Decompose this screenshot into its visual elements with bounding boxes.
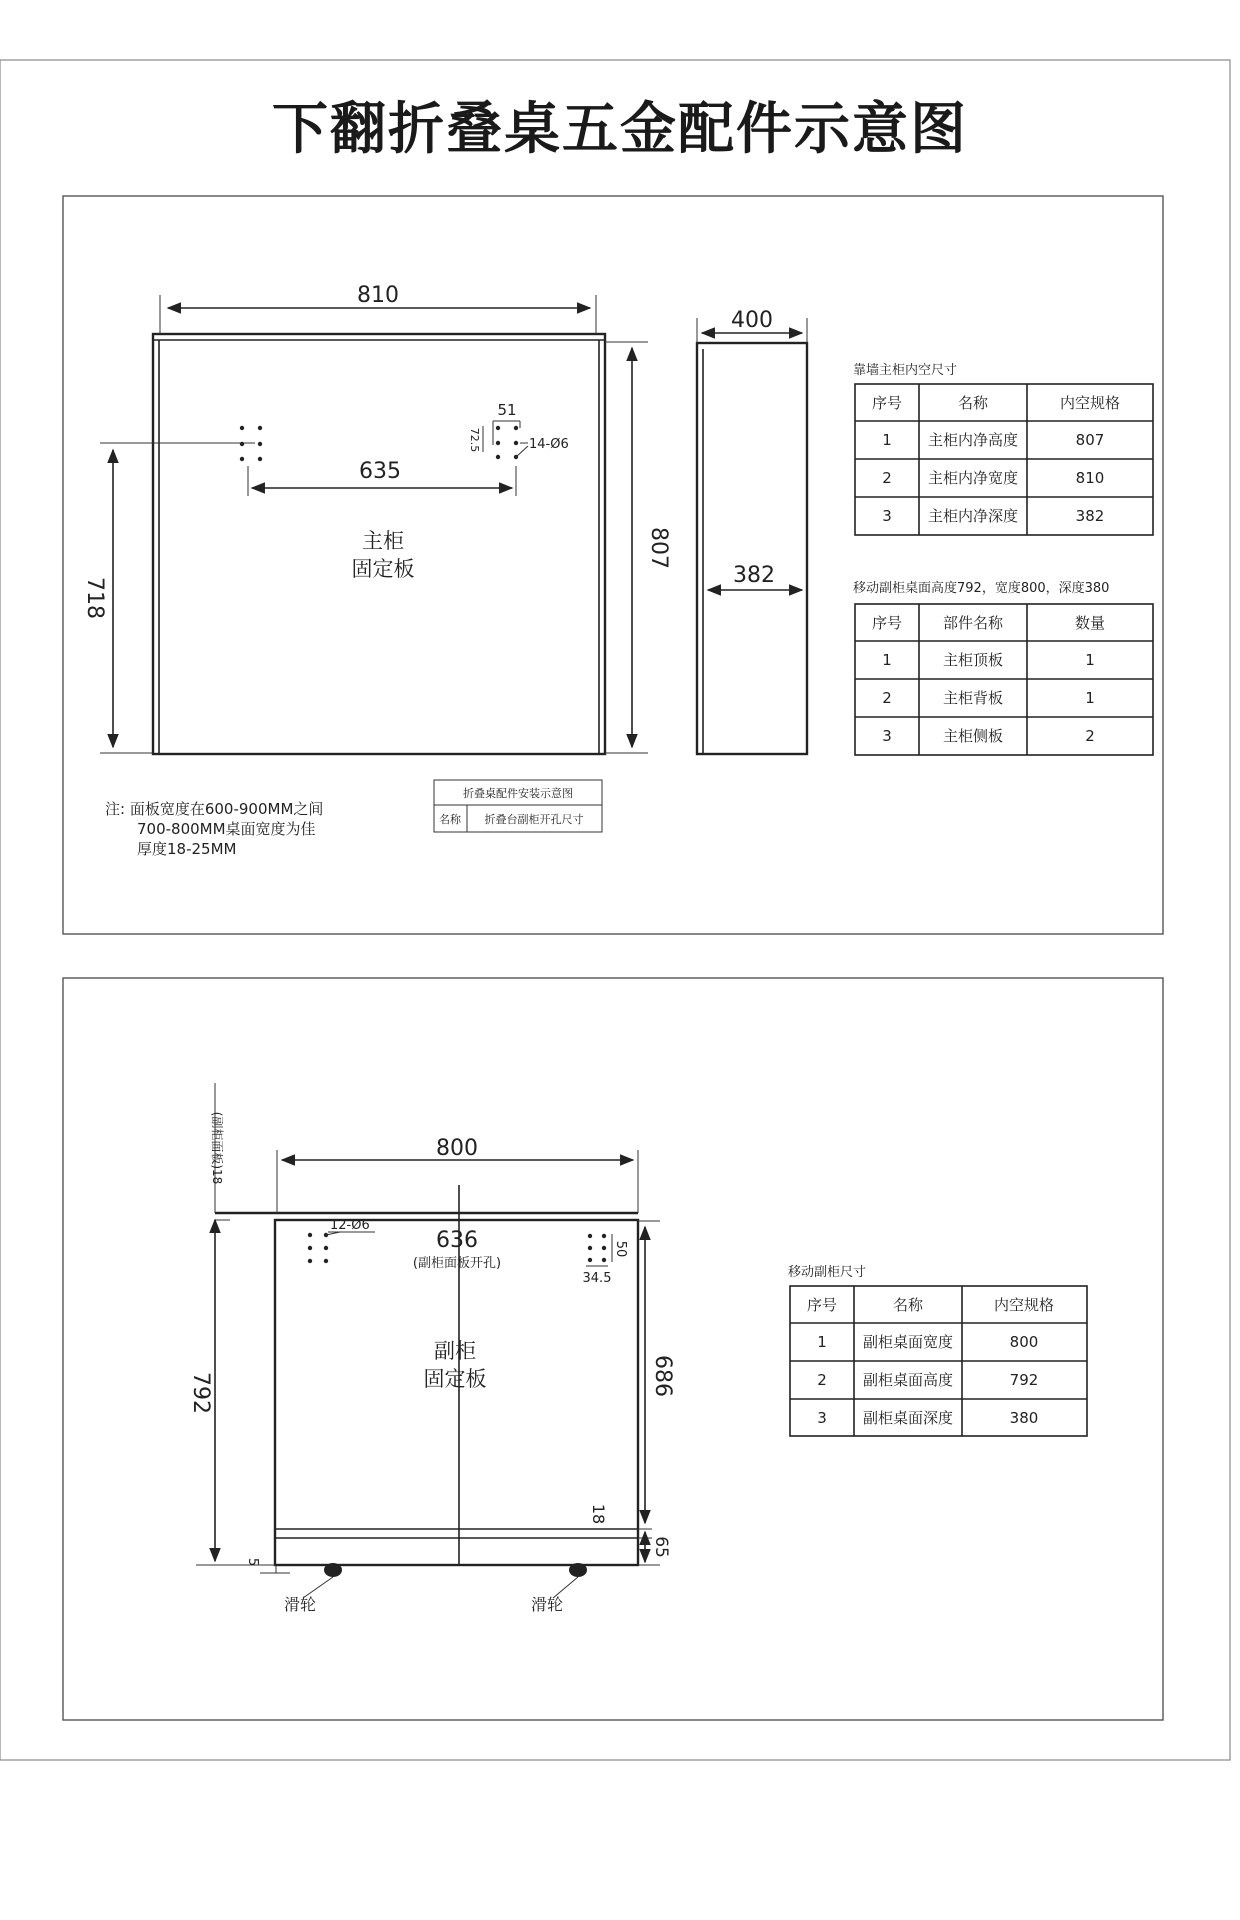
hole-group-right bbox=[496, 426, 518, 459]
table2-cell: 主柜侧板 bbox=[942, 727, 1004, 745]
table2-cell: 3 bbox=[882, 727, 892, 745]
table1-cell: 382 bbox=[1075, 507, 1105, 525]
table2-header: 序号 bbox=[871, 614, 903, 632]
table1-cell: 主柜内净深度 bbox=[927, 507, 1019, 525]
note-line-3: 厚度18-25MM bbox=[137, 840, 237, 858]
dim-800: 800 bbox=[436, 1136, 478, 1161]
main-panel-label-1: 主柜 bbox=[362, 529, 404, 553]
table1-cell: 810 bbox=[1075, 469, 1105, 487]
dim-65: 65 bbox=[651, 1536, 671, 1558]
table3-cell: 1 bbox=[817, 1333, 827, 1351]
table3-header: 名称 bbox=[892, 1296, 924, 1314]
dim-636-note: (副柜面板开孔) bbox=[412, 1256, 502, 1271]
table3-cell: 副柜桌面高度 bbox=[862, 1371, 954, 1389]
info-box-title: 折叠桌配件安装示意图 bbox=[463, 787, 573, 800]
table3-cell: 副柜桌面深度 bbox=[862, 1409, 954, 1427]
hole-spec-14: 14-Ø6 bbox=[529, 437, 569, 452]
sub-hole-group-left bbox=[308, 1233, 328, 1263]
dim-635: 635 bbox=[359, 459, 401, 484]
sub-hole-spec: 12-Ø6 bbox=[330, 1218, 370, 1233]
table2-cell: 1 bbox=[882, 651, 892, 669]
table2-header: 部件名称 bbox=[942, 614, 1004, 632]
table2-cell: 2 bbox=[882, 689, 892, 707]
table1-cell: 2 bbox=[882, 469, 892, 487]
table3-header: 序号 bbox=[806, 1296, 838, 1314]
table3-cell: 2 bbox=[817, 1371, 827, 1389]
table1-header: 内空规格 bbox=[1059, 394, 1121, 412]
main-panel-label-2: 固定板 bbox=[351, 557, 415, 581]
wheel-right bbox=[553, 1563, 587, 1598]
table3-header: 内空规格 bbox=[993, 1296, 1055, 1314]
note-line-1: 注: 面板宽度在600-900MM之间 bbox=[105, 800, 324, 818]
main-cabinet-front-view bbox=[100, 295, 648, 754]
info-box-name: 名称 bbox=[439, 813, 461, 826]
table1-cell: 1 bbox=[882, 431, 892, 449]
table3-cell: 380 bbox=[1009, 1409, 1039, 1427]
table2-cell: 主柜背板 bbox=[942, 689, 1004, 707]
table3-cell: 800 bbox=[1009, 1333, 1039, 1351]
table2-cell: 主柜顶板 bbox=[942, 651, 1004, 669]
info-box-value: 折叠台副柜开孔尺寸 bbox=[484, 813, 584, 826]
table1-cell: 主柜内净高度 bbox=[927, 431, 1019, 449]
note-line-2: 700-800MM桌面宽度为佳 bbox=[137, 820, 316, 838]
table1-cell: 3 bbox=[882, 507, 892, 525]
table1-header: 序号 bbox=[871, 394, 903, 412]
dim-636: 636 bbox=[436, 1228, 478, 1253]
table1-cell: 主柜内净宽度 bbox=[927, 469, 1019, 487]
table3-cell: 3 bbox=[817, 1409, 827, 1427]
table2-cell: 1 bbox=[1085, 651, 1095, 669]
dim-792: 792 bbox=[188, 1372, 213, 1414]
side-label-18: (副柜面板)18 bbox=[210, 1111, 224, 1185]
dim-810: 810 bbox=[357, 283, 399, 308]
table3-cell: 792 bbox=[1009, 1371, 1039, 1389]
dim-50: 50 bbox=[613, 1240, 628, 1258]
sub-panel-label-1: 副柜 bbox=[434, 1339, 476, 1363]
dim-718: 718 bbox=[82, 577, 107, 619]
sub-hole-group-right bbox=[588, 1234, 606, 1262]
table2-caption: 移动副柜桌面高度792，宽度800，深度380 bbox=[853, 581, 1110, 596]
dim-382: 382 bbox=[733, 563, 775, 588]
page-frame bbox=[0, 60, 1230, 1760]
dim-34-5: 34.5 bbox=[582, 1271, 612, 1286]
dim-807: 807 bbox=[646, 527, 671, 569]
bottom-panel-frame bbox=[63, 978, 1163, 1720]
page-title: 下翻折叠桌五金配件示意图 bbox=[272, 97, 968, 162]
table1-cell: 807 bbox=[1075, 431, 1105, 449]
dim-51: 51 bbox=[497, 401, 517, 419]
table2-header: 数量 bbox=[1074, 614, 1106, 632]
sub-panel-label-2: 固定板 bbox=[423, 1367, 487, 1391]
dim-400: 400 bbox=[731, 308, 773, 333]
wheel-left-label: 滑轮 bbox=[283, 1595, 317, 1614]
wheel-left bbox=[303, 1563, 342, 1598]
main-cabinet-side-view bbox=[697, 318, 807, 754]
dim-686: 686 bbox=[650, 1355, 675, 1397]
table1-header: 名称 bbox=[957, 394, 989, 412]
table3-cell: 副柜桌面宽度 bbox=[862, 1333, 954, 1351]
table2-cell: 2 bbox=[1085, 727, 1095, 745]
table1-caption: 靠墙主柜内空尺寸 bbox=[853, 363, 958, 378]
wheel-right-label: 滑轮 bbox=[530, 1595, 564, 1614]
table3-caption: 移动副柜尺寸 bbox=[788, 1265, 867, 1280]
hole-detail-lines bbox=[483, 421, 528, 496]
dim-18: 18 bbox=[589, 1503, 608, 1525]
table2-cell: 1 bbox=[1085, 689, 1095, 707]
dim-5: 5 bbox=[245, 1557, 260, 1567]
dim-72-5: 72.5 bbox=[468, 427, 481, 453]
